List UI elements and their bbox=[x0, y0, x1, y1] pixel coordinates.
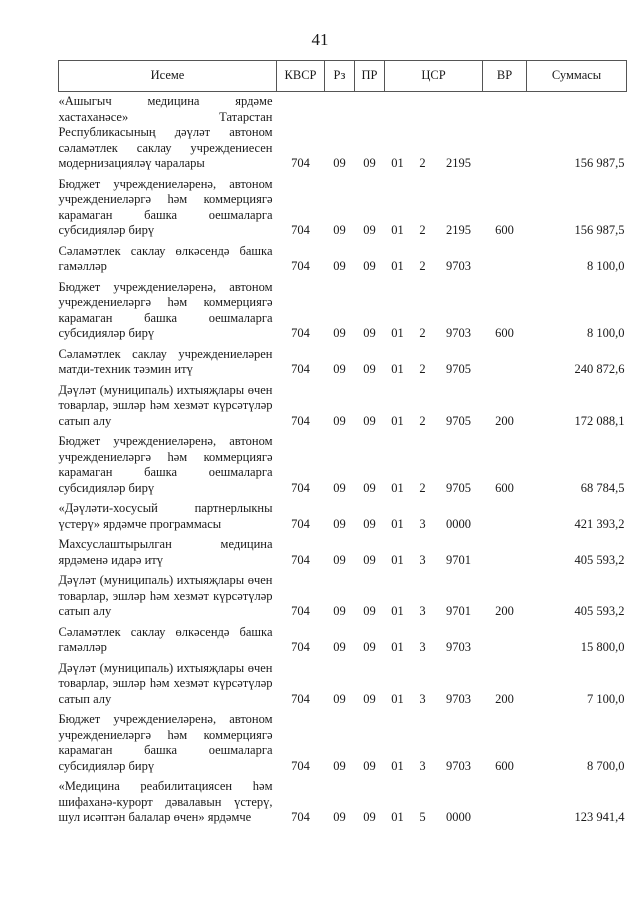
cell-vr bbox=[483, 345, 527, 381]
cell-vr: 600 bbox=[495, 223, 514, 237]
cell-csr3: 2195 bbox=[446, 223, 471, 237]
cell-csr3: 0000 bbox=[446, 810, 471, 824]
cell-rz: 09 bbox=[333, 362, 346, 376]
cell-rz: 09 bbox=[333, 552, 346, 567]
cell-kvsr: 704 bbox=[291, 810, 310, 824]
cell-rz: 09 bbox=[333, 640, 346, 654]
table-row bbox=[59, 710, 627, 777]
cell-sum: 8 700,0 bbox=[587, 758, 625, 773]
cell-csr2: 2 bbox=[419, 413, 426, 428]
cell-vr: 200 bbox=[495, 604, 514, 618]
cell-name: Бюджет учреждениеләренә, автоном учреждениеләргә һәм коммерциягә карамаган башка оешмаларга субсидияләр бирү bbox=[58, 434, 273, 495]
table-row bbox=[59, 535, 627, 571]
cell-kvsr: 704 bbox=[291, 413, 310, 428]
cell-kvsr: 704 bbox=[291, 362, 310, 376]
cell-csr2: 3 bbox=[419, 691, 426, 706]
cell-sum: 156 987,5 bbox=[574, 156, 625, 170]
cell-csr1: 01 bbox=[391, 223, 404, 237]
cell-csr1: 01 bbox=[391, 604, 404, 618]
cell-name: Дәүләт (муниципаль) ихтыяҗлары өчен товарлар, эшләр һәм хезмәт күрсәтүләр сатып алу bbox=[58, 660, 273, 706]
cell-name: «Ашыгыч медицина ярдәме хастаханәсе» Татарстан Республикасының дәүләт автоном сәламәтлек саклау учреждениесен модернизацияләү чаралары bbox=[58, 94, 273, 170]
cell-csr3: 0000 bbox=[446, 516, 471, 531]
cell-csr3: 9701 bbox=[446, 552, 471, 567]
cell-csr3: 9703 bbox=[446, 691, 471, 706]
cell-csr3: 9703 bbox=[446, 758, 471, 773]
header-sum: Суммасы bbox=[527, 61, 627, 92]
table-row bbox=[59, 92, 627, 175]
cell-csr3: 9705 bbox=[446, 362, 471, 376]
cell-csr1: 01 bbox=[391, 259, 404, 273]
table-row bbox=[59, 777, 627, 829]
cell-kvsr: 704 bbox=[291, 480, 310, 495]
header-pr: ПР bbox=[355, 61, 385, 92]
cell-vr: 600 bbox=[495, 480, 514, 495]
cell-kvsr: 704 bbox=[291, 223, 310, 237]
cell-name: Сәламәтлек саклау өлкәсендә башка гамәлләр bbox=[58, 243, 273, 273]
cell-csr2: 2 bbox=[419, 326, 426, 340]
cell-kvsr: 704 bbox=[291, 516, 310, 531]
cell-pr: 09 bbox=[363, 223, 376, 237]
cell-csr1: 01 bbox=[391, 552, 404, 567]
cell-pr: 09 bbox=[363, 480, 376, 495]
header-csr: ЦСР bbox=[385, 61, 483, 92]
cell-sum: 15 800,0 bbox=[580, 640, 625, 654]
cell-name: Сәламәтлек саклау учреждениеләрен матди-техник тәэмин итү bbox=[58, 346, 273, 376]
cell-sum: 240 872,6 bbox=[574, 362, 625, 376]
cell-csr1: 01 bbox=[391, 480, 404, 495]
table-row bbox=[59, 242, 627, 278]
cell-pr: 09 bbox=[363, 516, 376, 531]
cell-name: «Медицина реабилитациясен һәм шифаханә-курорт дәвалавын үстерү, шул исәптән балалар өчен» ярдәмче bbox=[58, 779, 273, 824]
cell-csr2: 2 bbox=[419, 156, 426, 170]
table-row bbox=[59, 659, 627, 711]
cell-sum: 8 100,0 bbox=[587, 326, 625, 340]
cell-pr: 09 bbox=[363, 810, 376, 824]
table-row bbox=[59, 345, 627, 381]
cell-kvsr: 704 bbox=[291, 326, 310, 340]
cell-kvsr: 704 bbox=[291, 758, 310, 773]
cell-sum: 421 393,2 bbox=[574, 516, 625, 531]
table-row bbox=[59, 623, 627, 659]
cell-vr bbox=[483, 623, 527, 659]
cell-sum: 7 100,0 bbox=[587, 691, 625, 706]
cell-csr2: 5 bbox=[419, 810, 426, 824]
cell-sum: 156 987,5 bbox=[574, 223, 625, 237]
cell-csr1: 01 bbox=[391, 156, 404, 170]
cell-vr bbox=[483, 499, 527, 535]
cell-csr1: 01 bbox=[391, 413, 404, 428]
cell-vr bbox=[483, 92, 527, 175]
cell-kvsr: 704 bbox=[291, 552, 310, 567]
cell-name: Бюджет учреждениеләренә, автоном учреждениеләргә һәм коммерциягә карамаган башка оешмаларга субсидияләр бирү bbox=[58, 176, 273, 237]
cell-csr3: 2195 bbox=[446, 156, 471, 170]
cell-csr1: 01 bbox=[391, 640, 404, 654]
cell-kvsr: 704 bbox=[291, 640, 310, 654]
cell-rz: 09 bbox=[333, 156, 346, 170]
cell-sum: 172 088,1 bbox=[574, 413, 625, 428]
cell-sum: 405 593,2 bbox=[574, 604, 625, 618]
cell-rz: 09 bbox=[333, 413, 346, 428]
cell-csr1: 01 bbox=[391, 326, 404, 340]
table-row bbox=[59, 175, 627, 242]
cell-rz: 09 bbox=[333, 758, 346, 773]
cell-rz: 09 bbox=[333, 810, 346, 824]
cell-name: Дәүләт (муниципаль) ихтыяҗлары өчен товарлар, эшләр һәм хезмәт күрсәтүләр сатып алу bbox=[58, 573, 273, 618]
cell-csr2: 2 bbox=[419, 480, 426, 495]
cell-csr1: 01 bbox=[391, 691, 404, 706]
cell-csr3: 9703 bbox=[446, 326, 471, 340]
cell-csr1: 01 bbox=[391, 758, 404, 773]
cell-rz: 09 bbox=[333, 223, 346, 237]
cell-csr2: 3 bbox=[419, 516, 426, 531]
header-vr: ВР bbox=[483, 61, 527, 92]
cell-sum: 123 941,4 bbox=[574, 810, 625, 824]
cell-pr: 09 bbox=[363, 156, 376, 170]
cell-csr3: 9705 bbox=[446, 480, 471, 495]
cell-csr2: 2 bbox=[419, 362, 426, 376]
cell-csr1: 01 bbox=[391, 362, 404, 376]
page-number: 41 bbox=[311, 30, 329, 49]
cell-csr1: 01 bbox=[391, 810, 404, 824]
cell-csr3: 9701 bbox=[446, 604, 471, 618]
cell-name: Дәүләт (муниципаль) ихтыяҗлары өчен товарлар, эшләр һәм хезмәт күрсәтүләр сатып алу bbox=[58, 382, 273, 428]
cell-rz: 09 bbox=[333, 691, 346, 706]
table-row bbox=[59, 278, 627, 345]
cell-pr: 09 bbox=[363, 640, 376, 654]
cell-sum: 8 100,0 bbox=[587, 259, 625, 273]
cell-vr: 600 bbox=[495, 326, 514, 340]
cell-sum: 405 593,2 bbox=[574, 552, 625, 567]
cell-kvsr: 704 bbox=[291, 604, 310, 618]
cell-vr: 200 bbox=[495, 691, 514, 706]
cell-csr3: 9703 bbox=[446, 259, 471, 273]
cell-csr2: 2 bbox=[419, 259, 426, 273]
cell-kvsr: 704 bbox=[291, 691, 310, 706]
cell-rz: 09 bbox=[333, 326, 346, 340]
cell-rz: 09 bbox=[333, 480, 346, 495]
cell-pr: 09 bbox=[363, 362, 376, 376]
cell-csr1: 01 bbox=[391, 516, 404, 531]
budget-table bbox=[58, 60, 627, 829]
cell-vr: 600 bbox=[495, 758, 514, 773]
cell-vr bbox=[483, 777, 527, 829]
cell-csr3: 9705 bbox=[446, 413, 471, 428]
cell-name: Бюджет учреждениеләренә, автоном учреждениеләргә һәм коммерциягә карамаган башка оешмаларга субсидияләр бирү bbox=[58, 279, 273, 340]
cell-pr: 09 bbox=[363, 326, 376, 340]
cell-csr2: 2 bbox=[419, 223, 426, 237]
cell-pr: 09 bbox=[363, 691, 376, 706]
cell-rz: 09 bbox=[333, 516, 346, 531]
cell-pr: 09 bbox=[363, 259, 376, 273]
cell-rz: 09 bbox=[333, 604, 346, 618]
cell-pr: 09 bbox=[363, 758, 376, 773]
header-rz: Рз bbox=[325, 61, 355, 92]
cell-name: Махсуслаштырылган медицина ярдәменә идарә итү bbox=[58, 537, 273, 567]
cell-name: Сәламәтлек саклау өлкәсендә башка гамәлләр bbox=[58, 624, 273, 654]
table-header-row bbox=[59, 61, 627, 92]
cell-csr2: 3 bbox=[419, 640, 426, 654]
table-row bbox=[59, 432, 627, 499]
cell-csr2: 3 bbox=[419, 552, 426, 567]
cell-name: Бюджет учреждениеләренә, автоном учреждениеләргә һәм коммерциягә карамаган башка оешмаларга субсидияләр бирү bbox=[58, 712, 273, 773]
cell-name: «Дәүләти-хосусый партнерлыкны үстерү» ярдәмче программасы bbox=[58, 501, 273, 531]
cell-rz: 09 bbox=[333, 259, 346, 273]
header-name: Исеме bbox=[59, 61, 277, 92]
cell-vr bbox=[483, 535, 527, 571]
cell-csr3: 9703 bbox=[446, 640, 471, 654]
table-row bbox=[59, 499, 627, 535]
cell-kvsr: 704 bbox=[291, 259, 310, 273]
cell-pr: 09 bbox=[363, 552, 376, 567]
cell-vr bbox=[483, 242, 527, 278]
table-row bbox=[59, 381, 627, 433]
cell-kvsr: 704 bbox=[291, 156, 310, 170]
cell-vr: 200 bbox=[495, 413, 514, 428]
cell-csr2: 3 bbox=[419, 758, 426, 773]
cell-pr: 09 bbox=[363, 604, 376, 618]
header-kvsr: КВСР bbox=[277, 61, 325, 92]
cell-pr: 09 bbox=[363, 413, 376, 428]
cell-csr2: 3 bbox=[419, 604, 426, 618]
table-row bbox=[59, 571, 627, 623]
cell-sum: 68 784,5 bbox=[580, 480, 625, 495]
